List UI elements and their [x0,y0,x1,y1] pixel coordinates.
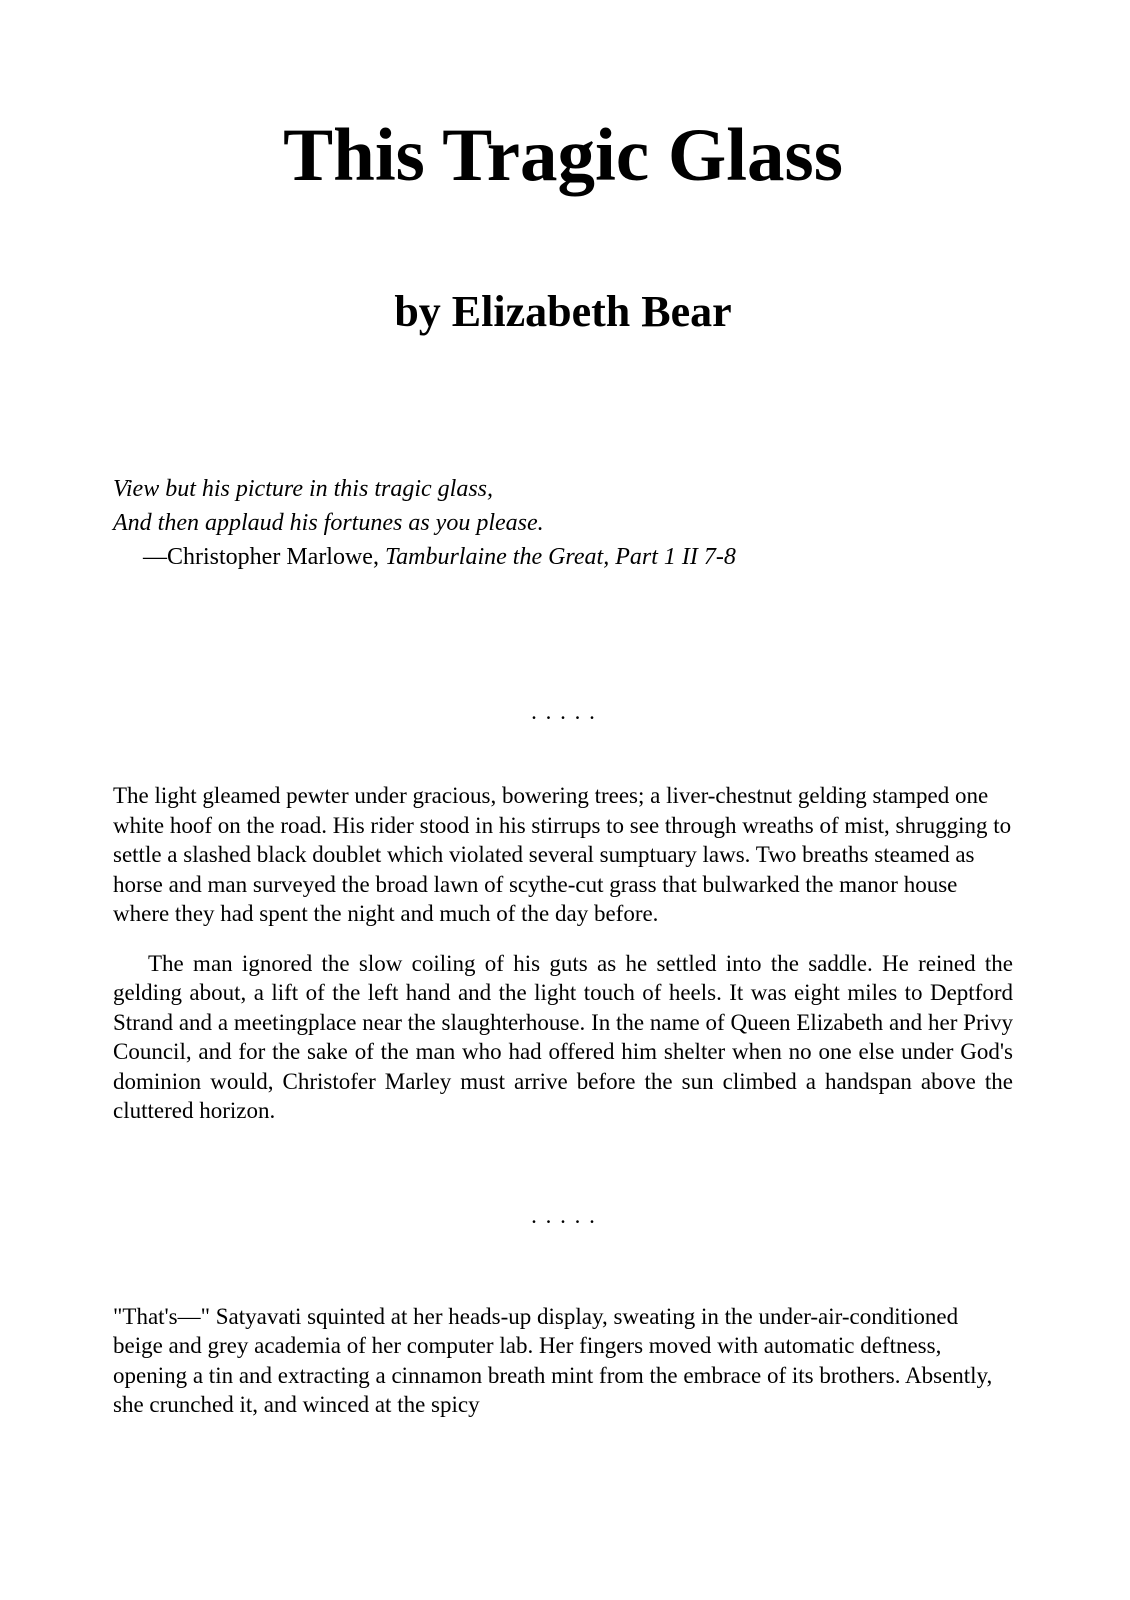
story-paragraph: The light gleamed pewter under gracious, bowering trees; a liver-chestnut gelding stamped one white hoof on the road. His rider stood in his stirrups to see through wreaths of mist, shrugging to settle a slashed black doublet which violated several sumptuary laws. Two breaths steamed as horse and man surveyed the broad lawn of scythe-cut grass that bulwarked the manor house where they had spent the night and much of the day before. [113,783,1012,926]
section-separator: . . . . . [531,1202,595,1228]
byline: by Elizabeth Bear [394,287,732,336]
attribution-work-title: Tamburlaine the Great, Part 1 II 7-8 [384,544,736,570]
text-column [0,116,1130,1420]
story-title: This Tragic Glass [283,114,843,197]
epigraph-line-1: View but his picture in this tragic glass, [113,476,493,502]
story-paragraph: The man ignored the slow coiling of his guts as he settled into the saddle. He reined the gelding about, a lift of the left hand and the light touch of heels. It was eight miles to Deptford Strand and a meetingplace near the slaughterhouse. In the name of Queen Elizabeth and her Privy Council, and for the sake of the man who had offered him shelter when no one else under God's dominion would, Christofer Marley must arrive before the sun climbed a handspan above the cluttered horizon. [113,950,1013,1123]
epigraph [113,472,1013,574]
epigraph-attribution [113,540,1013,574]
story-paragraph: "That's—" Satyavati squinted at her heads-up display, sweating in the under-air-conditioned beige and grey academia of her computer lab. Her fingers moved with automatic deftness, opening a tin and extracting a cinnamon breath mint from the embrace of its brothers. Absently, she crunched it, and winced at the spicy [113,1303,993,1417]
attribution-author: —Christopher Marlowe, [143,544,385,570]
epigraph-line-2: And then applaud his fortunes as you please. [113,510,544,536]
section-separator: . . . . . [531,699,595,724]
